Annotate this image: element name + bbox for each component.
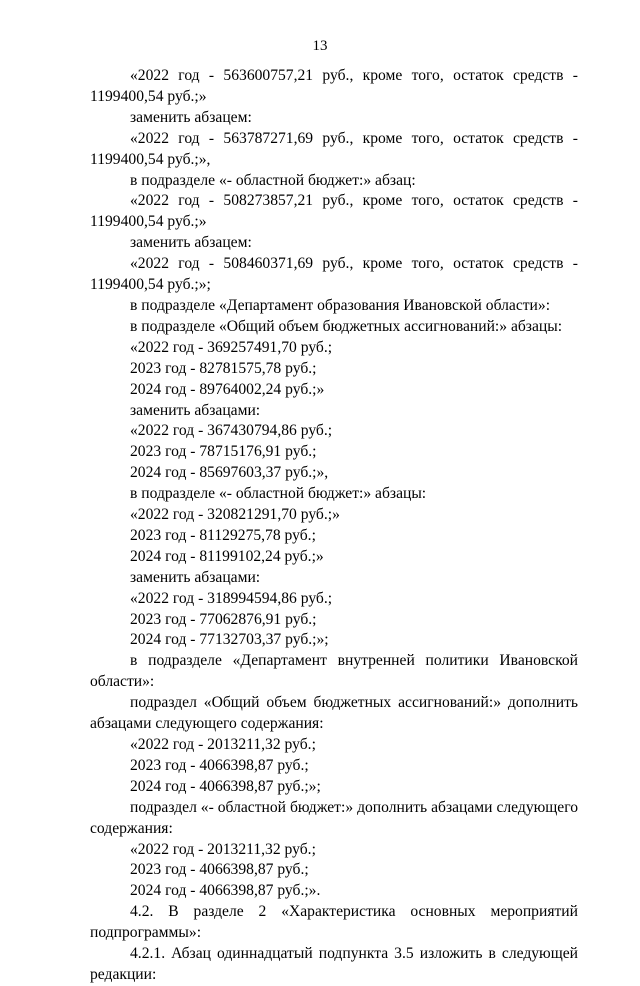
text-line: «2022 год - 2013211,32 руб.; — [130, 736, 316, 753]
text-line: 2023 год - 78715176,91 руб.; — [130, 443, 317, 461]
text-line: «2022 год - 320821291,70 руб.;» — [130, 506, 340, 524]
text-line: заменить абзацами: — [130, 568, 261, 586]
text-line: «2022 год - 563600757,21 руб., кроме того, остаток средств - — [130, 67, 578, 84]
text-line: 1199400,54 руб.;»; — [90, 276, 211, 294]
text-line: 2024 год - 81199102,24 руб.;» — [130, 547, 324, 565]
text-line: 2023 год - 4066398,87 руб.; — [130, 861, 309, 879]
text-line: «2022 год - 367430794,86 руб.; — [130, 422, 333, 440]
text-line: «2022 год - 2013211,32 руб.; — [130, 840, 316, 858]
text-line: заменить абзацем: — [130, 108, 252, 126]
text-line: «2022 год - 508273857,21 руб., кроме того, остаток средств - — [130, 192, 578, 210]
text-line: «2022 год - 369257491,70 руб.; — [130, 338, 333, 356]
text-line: 1199400,54 руб.;», — [90, 150, 211, 168]
text-line: 2024 год - 4066398,87 руб.;». — [130, 882, 321, 900]
text-line: 2024 год - 85697603,37 руб.;», — [130, 464, 329, 482]
text-line: 2024 год - 4066398,87 руб.;»; — [130, 777, 321, 795]
text-line: 2024 год - 89764002,24 руб.;» — [130, 380, 325, 398]
text-line: в подразделе «Департамент внутренней политики Ивановской — [130, 652, 578, 670]
text-line: содержания: — [90, 819, 173, 837]
text-line: подпрограммы»: — [90, 924, 202, 942]
page-number: 13 — [312, 38, 328, 54]
text-line: 2023 год - 77062876,91 руб.; — [130, 610, 317, 628]
text-line: в подразделе «Департамент образования Ивановской области»: — [130, 296, 551, 314]
text-line: области»: — [90, 673, 155, 691]
text-line: 2023 год - 4066398,87 руб.; — [130, 756, 309, 774]
text-line: заменить абзацами: — [130, 401, 261, 419]
text-line: 4.2. В разделе 2 «Характеристика основных мероприятий — [130, 903, 578, 921]
text-line: в подразделе «- областной бюджет:» абзацы: — [130, 485, 427, 503]
text-line: в подразделе «- областной бюджет:» абзац: — [130, 171, 416, 189]
text-line: подраздел «Общий объем бюджетных ассигнований:» дополнить — [130, 694, 578, 712]
text-line: 2024 год - 77132703,37 руб.;»; — [130, 631, 329, 649]
text-line: в подразделе «Общий объем бюджетных ассигнований:» абзацы: — [130, 317, 563, 335]
text-line: «2022 год - 318994594,86 руб.; — [130, 589, 333, 607]
text-line: 2023 год - 82781575,78 руб.; — [130, 359, 317, 377]
text-line: 4.2.1. Абзац одиннадцатый подпункта 3.5 изложить в следующей — [130, 945, 578, 963]
text-line: 1199400,54 руб.;» — [90, 87, 207, 105]
text-line: заменить абзацем: — [130, 234, 252, 252]
text-line: «2022 год - 563787271,69 руб., кроме того, остаток средств - — [130, 129, 578, 147]
text-line: 1199400,54 руб.;» — [90, 213, 207, 231]
text-line: «2022 год - 508460371,69 руб., кроме того, остаток средств - — [130, 255, 578, 273]
text-line: редакции: — [90, 965, 157, 983]
text-line: абзацами следующего содержания: — [90, 715, 324, 733]
text-line: 2023 год - 81129275,78 руб.; — [130, 526, 316, 544]
document-body — [90, 66, 578, 986]
text-line: подраздел «- областной бюджет:» дополнить абзацами следующего — [130, 798, 578, 816]
